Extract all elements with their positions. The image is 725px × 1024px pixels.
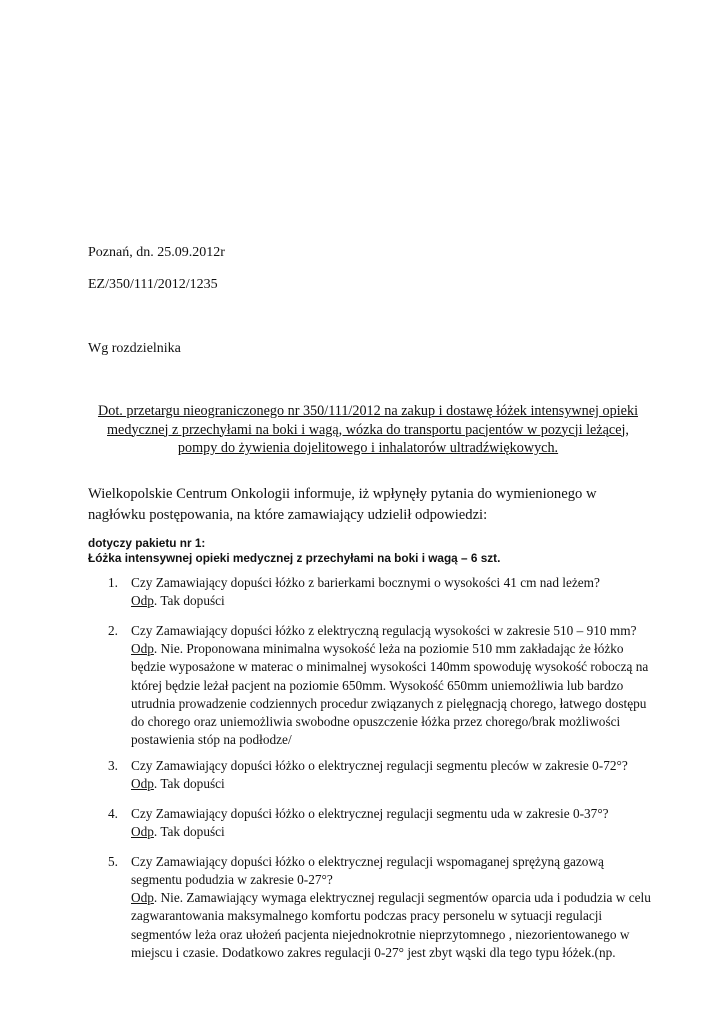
answer — [131, 775, 651, 793]
answer-line: będzie wyposażone w materac o minimalnej wysokości 140mm spowoduję wysokość roboczą na — [131, 659, 649, 675]
answer-label: Odp — [131, 641, 154, 656]
question-text: Czy Zamawiający dopuści łóżko z barierkami bocznymi o wysokości 41 cm nad leżem? — [131, 575, 600, 590]
question-number: 2. — [108, 623, 118, 638]
subject-line: medycznej z przechyłami na boki i wagą, wózka do transportu pacjentów w pozycji leżącej, — [107, 421, 629, 438]
answer-text: . Tak dopuści — [153, 776, 225, 791]
answer-label: Odp — [131, 890, 154, 905]
answer — [131, 640, 656, 750]
intro-line: nagłówku postępowania, na które zamawiający udzielił odpowiedzi: — [88, 507, 488, 523]
answer-label: Odp — [131, 776, 154, 791]
question-number: 4. — [108, 806, 118, 821]
intro-paragraph — [88, 484, 648, 526]
answer-line: Odp. Nie. Zamawiający wymaga elektrycznej regulacji segmentów oparcia uda i podudzia w celu — [131, 890, 651, 905]
question-text: Czy Zamawiający dopuści łóżko o elektrycznej regulacji segmentu uda w zakresie 0-37°? — [131, 806, 609, 821]
answer — [131, 592, 651, 610]
question-text: Czy Zamawiający dopuści łóżko o elektrycznej regulacji segmentu pleców w zakresie 0-72°? — [131, 758, 628, 773]
question-line: segmentu podudzia w zakresie 0-27°? — [131, 872, 333, 887]
intro-line: Wielkopolskie Centrum Onkologii informuje, iż wpłynęły pytania do wymienionego w — [88, 486, 597, 502]
answer-line: postawienia stóp na podłodze/ — [131, 732, 292, 748]
package-line: dotyczy pakietu nr 1: — [88, 536, 206, 550]
answer-line: Odp. Nie. Proponowana minimalna wysokość leża na poziomie 510 mm zakładając że łóżko — [131, 641, 624, 656]
package-heading — [88, 536, 648, 566]
recipient: Wg rozdzielnika — [88, 341, 181, 356]
question-line: Czy Zamawiający dopuści łóżko o elektrycznej regulacji wspomaganej sprężyną gazową — [131, 854, 604, 869]
date-line: Poznań, dn. 25.09.2012r — [88, 245, 225, 260]
answer-line: do chorego oraz uniemożliwia swobodne opuszczenie łóżka przez chorego/brak możliwości — [131, 714, 621, 730]
answer-line: miejscu i czasie. Dodatkowo zakres regulacji 0-27° jest zbyt wąski dla tego typu łóżek.(np. — [131, 944, 616, 960]
subject-line: pompy do żywienia dojelitowego i inhalatorów ultradźwiękowych. — [177, 440, 559, 456]
answer-text: . Tak dopuści — [153, 593, 225, 608]
question-number: 3. — [108, 758, 118, 773]
answer-line: utrudnia prowadzenie codziennych procedur związanych z pielęgnacją chorego, łatwego dostępu — [131, 695, 647, 711]
answer-line: segmentów leża oraz ułożeń pacjenta niejednokrotnie nieprzytomnego , niezorientowanego w — [131, 926, 630, 942]
question-text: Czy Zamawiający dopuści łóżko z elektryczną regulacją wysokości w zakresie 510 – 910 mm? — [131, 623, 637, 638]
subject-block — [72, 402, 664, 458]
question-text — [131, 853, 656, 889]
answer-label: Odp — [131, 593, 154, 608]
answer-line: zagwarantowania maksymalnego komfortu podczas pracy personelu w sytuacji regulacji — [131, 908, 603, 924]
reference-number: EZ/350/111/2012/1235 — [88, 277, 218, 292]
answer — [131, 889, 661, 962]
answer-text: . Tak dopuści — [153, 824, 225, 839]
question-number: 5. — [108, 854, 118, 869]
answer-label: Odp — [131, 824, 154, 839]
answer-line: której będzie leżał pacjent na poziomie 650mm. Wysokość 650mm uniemożliwia lub bardzo — [131, 677, 624, 693]
subject-line: Dot. przetargu nieograniczonego nr 350/111/2012 na zakup i dostawę łóżek intensywnej opieki — [97, 403, 639, 419]
package-line: Łóżka intensywnej opieki medycznej z przechyłami na boki i wagą – 6 szt. — [88, 551, 501, 565]
answer — [131, 823, 651, 841]
question-number: 1. — [108, 575, 118, 590]
